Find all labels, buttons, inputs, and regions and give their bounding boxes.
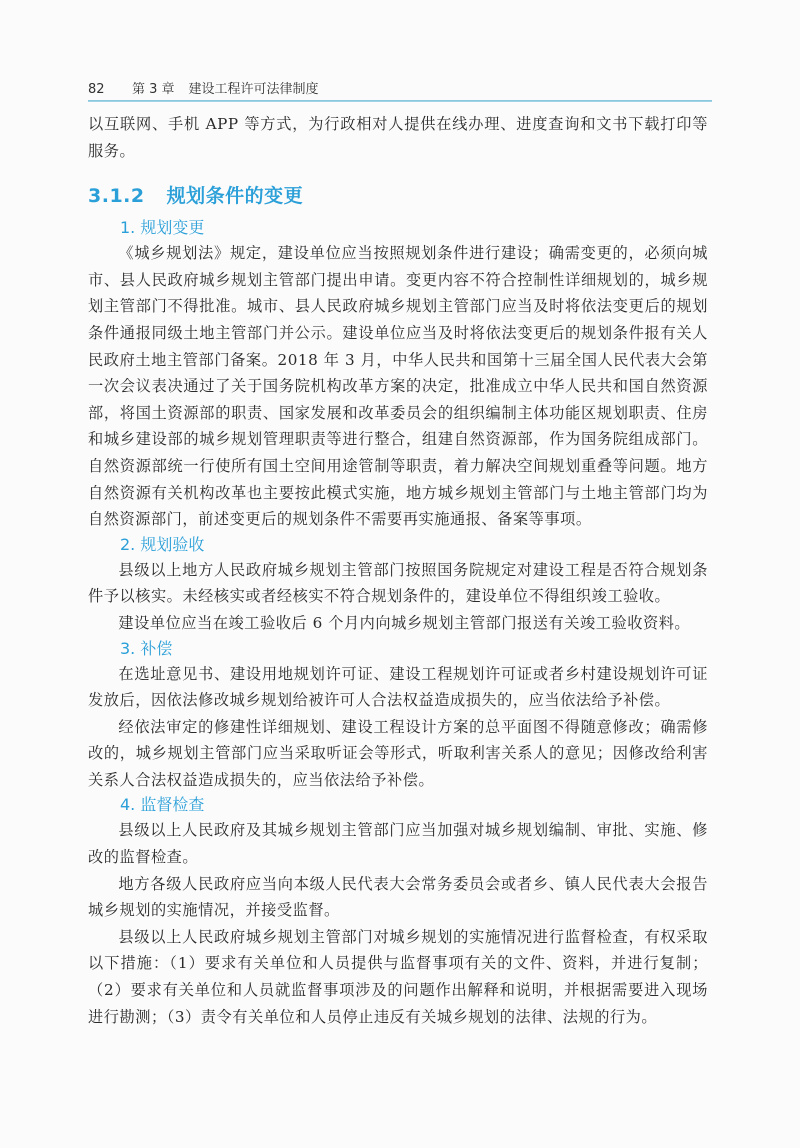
section-heading	[88, 182, 708, 210]
subsection-heading-planning-acceptance: 2. 规划验收	[120, 534, 205, 554]
chapter-title: 建设工程许可法律制度	[188, 82, 319, 97]
section-number: 3.1.2	[88, 185, 145, 208]
paragraph: 县级以上人民政府城乡规划主管部门对城乡规划的实施情况进行监督检查，有权采取以下措施：（1）要求有关单位和人员提供与监督事项有关的文件、资料，并进行复制；（2）要求有关单位和人员就监督事项涉及的问题作出解释和说明，并根据需要进入现场进行勘测；（3）责令有关单位和人员停止违反有关城乡规划的法律、法规的行为。	[88, 927, 708, 1026]
page-number: 82	[88, 82, 105, 97]
chapter-number: 第 3 章	[132, 82, 175, 97]
intro-paragraph: 以互联网、手机 APP 等方式，为行政相对人提供在线办理、进度查询和文书下载打印等服务。	[88, 115, 708, 160]
paragraph: 县级以上人民政府及其城乡规划主管部门应当加强对城乡规划编制、审批、实施、修改的监督检查。	[88, 821, 708, 867]
paragraph: 《城乡规划法》规定，建设单位应当按照规划条件进行建设；确需变更的，必须向城市、县人民政府城乡规划主管部门提出申请。变更内容不符合控制性详细规划的，城乡规划主管部门不得批准。城市、县人民政府城乡规划主管部门应当及时将依法变更后的规划条件通报同级土地主管部门并公示。建设单位应当及时将依法变更后的规划条件报有关人民政府土地主管部门备案。2018 年 3 月，中华人民共和国第十三届全国人民代表大会第一次会议表决通过了关于国务院机构改革方案的决定，批准成立中华人民共和国自然资源部，将国土资源部的职责、国家发展和改革委员会的组织编制主体功能区规划职责、住房和城乡建设部的城乡规划管理职责等进行整合，组建自然资源部，作为国务院组成部门。自然资源部统一行使所有国土空间用途管制等职责，着力解决空间规划重叠等问题。地方自然资源有关机构改革也主要按此模式实施，地方城乡规划主管部门与土地主管部门均为自然资源部门，前述变更后的规划条件不需要再实施通报、备案等事项。	[88, 244, 708, 529]
paragraph: 经依法审定的修建性详细规划、建设工程设计方案的总平面图不得随意修改；确需修改的，城乡规划主管部门应当采取听证会等形式，听取利害关系人的意见；因修改给利害关系人合法权益造成损失的，应当依法给予补偿。	[88, 717, 708, 789]
running-header	[88, 78, 712, 100]
subsection-heading-compensation: 3. 补偿	[120, 638, 173, 658]
section-title: 规划条件的变更	[166, 185, 304, 208]
header-divider	[88, 100, 712, 102]
paragraph: 地方各级人民政府应当向本级人民代表大会常务委员会或者乡、镇人民代表大会报告城乡规划的实施情况，并接受监督。	[88, 874, 708, 920]
paragraph: 县级以上地方人民政府城乡规划主管部门按照国务院规定对建设工程是否符合规划条件予以核实。未经核实或者经核实不符合规划条件的，建设单位不得组织竣工验收。	[88, 560, 708, 606]
subsection-heading-supervision: 4. 监督检查	[120, 795, 205, 815]
paragraph: 建设单位应当在竣工验收后 6 个月内向城乡规划主管部门报送有关竣工验收资料。	[118, 613, 691, 632]
page-body	[88, 111, 708, 1030]
paragraph: 在选址意见书、建设用地规划许可证、建设工程规划许可证或者乡村建设规划许可证发放后，因依法修改城乡规划给被许可人合法权益造成损失的，应当依法给予补偿。	[88, 664, 708, 710]
subsection-heading-planning-change: 1. 规划变更	[120, 218, 205, 238]
